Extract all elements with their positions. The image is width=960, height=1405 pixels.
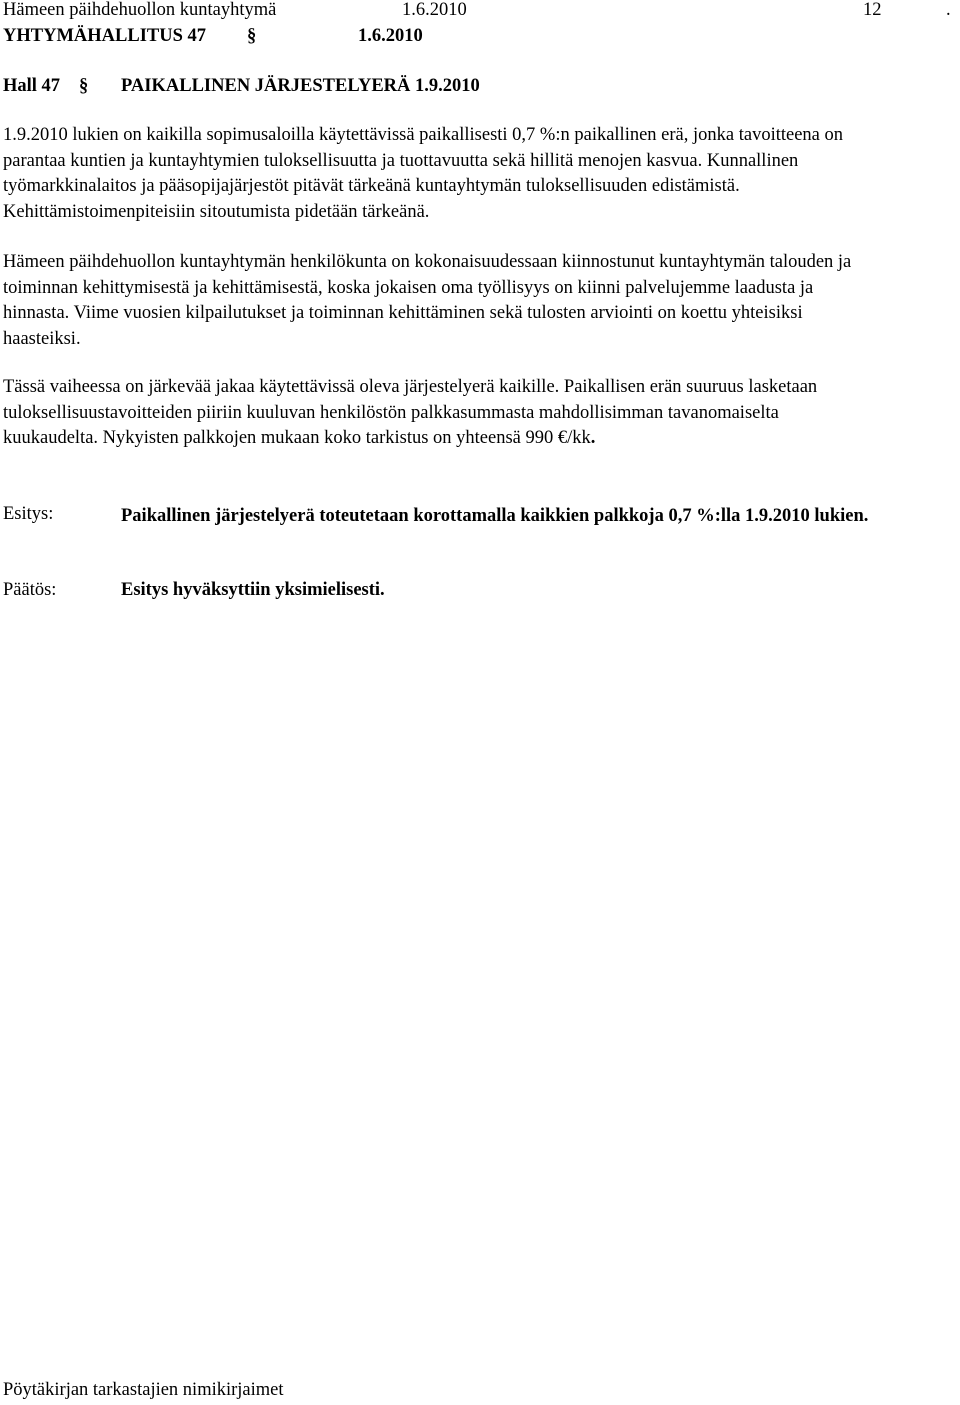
item-reference: Hall 47 (3, 76, 61, 96)
paragraph-3-end: . (590, 428, 596, 448)
header-dot: . (946, 0, 951, 20)
header-date: 1.6.2010 (402, 0, 467, 20)
footer-initials-line: Pöytäkirjan tarkastajien nimikirjaimet (3, 1380, 284, 1400)
decision-text: Esitys hyväksyttiin yksimielisesti. (121, 580, 385, 600)
paragraph-3-text: Tässä vaiheessa on järkevää jakaa käytettävissä oleva järjestelyerä kaikille. Paikallisen erän suuruus lasketaan tuloksellisuustavoitteiden piiriin kuuluvan henkilöstön palkkasummasta mahdollisimman tavanomaiselta kuukaudelta. Nykyisten palkkojen mukaan koko tarkistus on yhteensä 990 €/kk (3, 377, 818, 448)
paragraph-1: 1.9.2010 lukien on kaikilla sopimusaloilla käytettävissä paikallisesti 0,7 %:n paikallinen erä, jonka tavoitteena on parantaa kuntien ja kuntayhtymien tuloksellisuutta ja tuottavuutta sekä hillitä menojen kasvua. Kunnallinen työmarkkinalaitos ja pääsopijajärjestöt pitävät tärkeänä kuntayhtymän tuloksellisuuden edistämistä. Kehittämistoimenpiteisiin sitoutumista pidetään tärkeänä. (3, 125, 844, 222)
board-date: 1.6.2010 (358, 26, 423, 46)
paragraph-3 (3, 375, 873, 452)
proposal-label: Esitys: (3, 504, 54, 524)
decision-label: Päätös: (3, 580, 57, 600)
item-title: PAIKALLINEN JÄRJESTELYERÄ 1.9.2010 (121, 76, 480, 96)
item-section-mark: § (79, 76, 89, 96)
page-number: 12 (863, 0, 882, 20)
proposal-text: Paikallinen järjestelyerä toteutetaan korottamalla kaikkien palkkoja 0,7 %:lla 1.9.2010 lukien. (121, 506, 869, 526)
section-mark: § (247, 26, 257, 46)
header-organization: Hämeen päihdehuollon kuntayhtymä (3, 0, 277, 20)
board-name: YHTYMÄHALLITUS 47 (3, 26, 207, 46)
paragraph-2: Hämeen päihdehuollon kuntayhtymän henkilökunta on kokonaisuudessaan kiinnostunut kuntayhtymän talouden ja toiminnan kehittymisestä ja kehittämisestä, koska jokaisen oma työllisyys on kiinni palvelujemme laadusta ja hinnasta. Viime vuosien kilpailutukset ja toiminnan kehittäminen sekä tulosten arviointi on koettu yhteisiksi haasteiksi. (3, 252, 852, 349)
